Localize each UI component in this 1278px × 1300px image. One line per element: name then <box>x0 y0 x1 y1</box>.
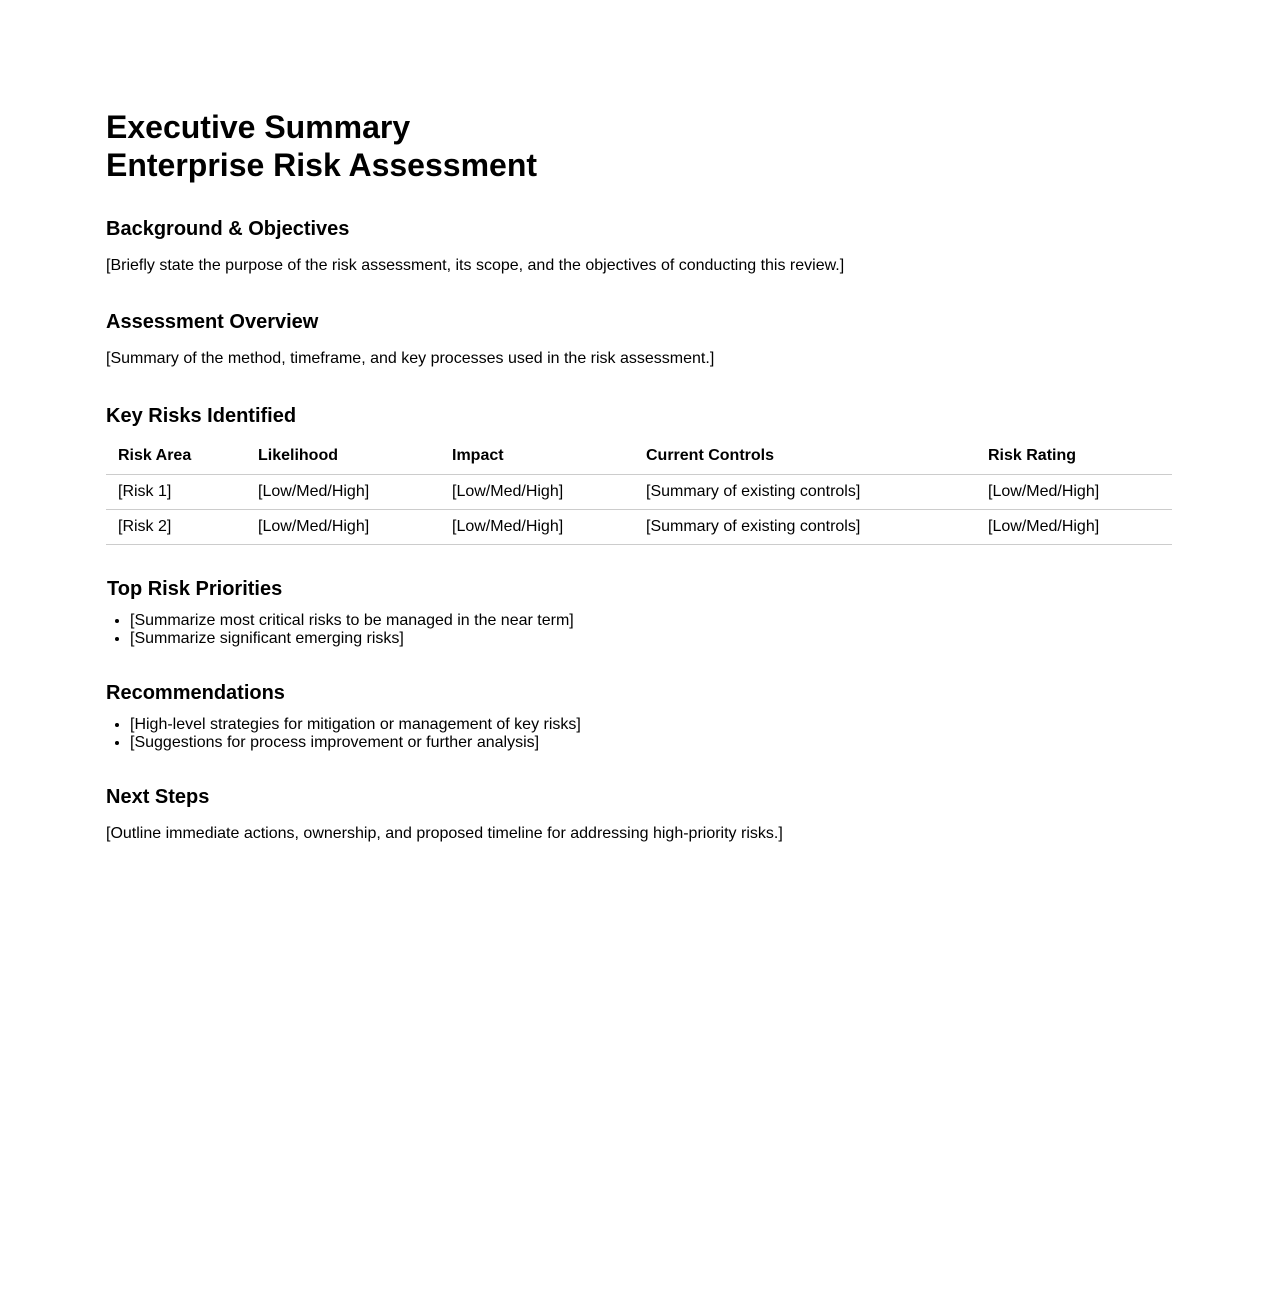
key-risks-heading: Key Risks Identified <box>106 405 297 427</box>
background-heading: Background & Objectives <box>106 218 350 240</box>
table-cell: [Summary of existing controls] <box>634 510 976 545</box>
recommendations-heading: Recommendations <box>106 682 285 704</box>
background-text: [Briefly state the purpose of the risk assessment, its scope, and the objectives of conducting this review.] <box>106 257 845 274</box>
table-header-row <box>106 438 1172 475</box>
list-item: • [Summarize significant emerging risks] <box>130 630 574 648</box>
column-header: Likelihood <box>246 438 440 475</box>
column-header: Impact <box>440 438 634 475</box>
table-cell: [Low/Med/High] <box>246 510 440 545</box>
next-steps-heading: Next Steps <box>106 786 210 808</box>
list-item: • [High-level strategies for mitigation or management of key risks] <box>130 716 581 734</box>
table-cell: [Low/Med/High] <box>440 510 634 545</box>
table-cell: [Low/Med/High] <box>246 475 440 510</box>
table-row <box>106 510 1172 545</box>
title-line-1: Executive Summary <box>106 109 411 145</box>
priorities-list <box>106 612 574 648</box>
column-header: Current Controls <box>634 438 976 475</box>
page-title <box>106 108 537 184</box>
next-steps-text: [Outline immediate actions, ownership, and proposed timeline for addressing high-priority risks.] <box>106 825 783 842</box>
column-header: Risk Rating <box>976 438 1172 475</box>
table-cell: [Low/Med/High] <box>976 475 1172 510</box>
recommendations-list <box>106 716 581 752</box>
table-cell: [Risk 1] <box>106 475 246 510</box>
priorities-heading: Top Risk Priorities <box>107 578 283 600</box>
list-item: • [Suggestions for process improvement or further analysis] <box>130 734 581 752</box>
column-header: Risk Area <box>106 438 246 475</box>
table-cell: [Low/Med/High] <box>440 475 634 510</box>
table-row <box>106 475 1172 510</box>
overview-text: [Summary of the method, timeframe, and key processes used in the risk assessment.] <box>106 350 715 367</box>
list-item: • [Summarize most critical risks to be managed in the near term] <box>130 612 574 630</box>
table-cell: [Risk 2] <box>106 510 246 545</box>
overview-heading: Assessment Overview <box>106 311 319 333</box>
table-cell: [Low/Med/High] <box>976 510 1172 545</box>
table-cell: [Summary of existing controls] <box>634 475 976 510</box>
title-line-2: Enterprise Risk Assessment <box>106 147 538 183</box>
risk-table <box>106 438 1172 545</box>
